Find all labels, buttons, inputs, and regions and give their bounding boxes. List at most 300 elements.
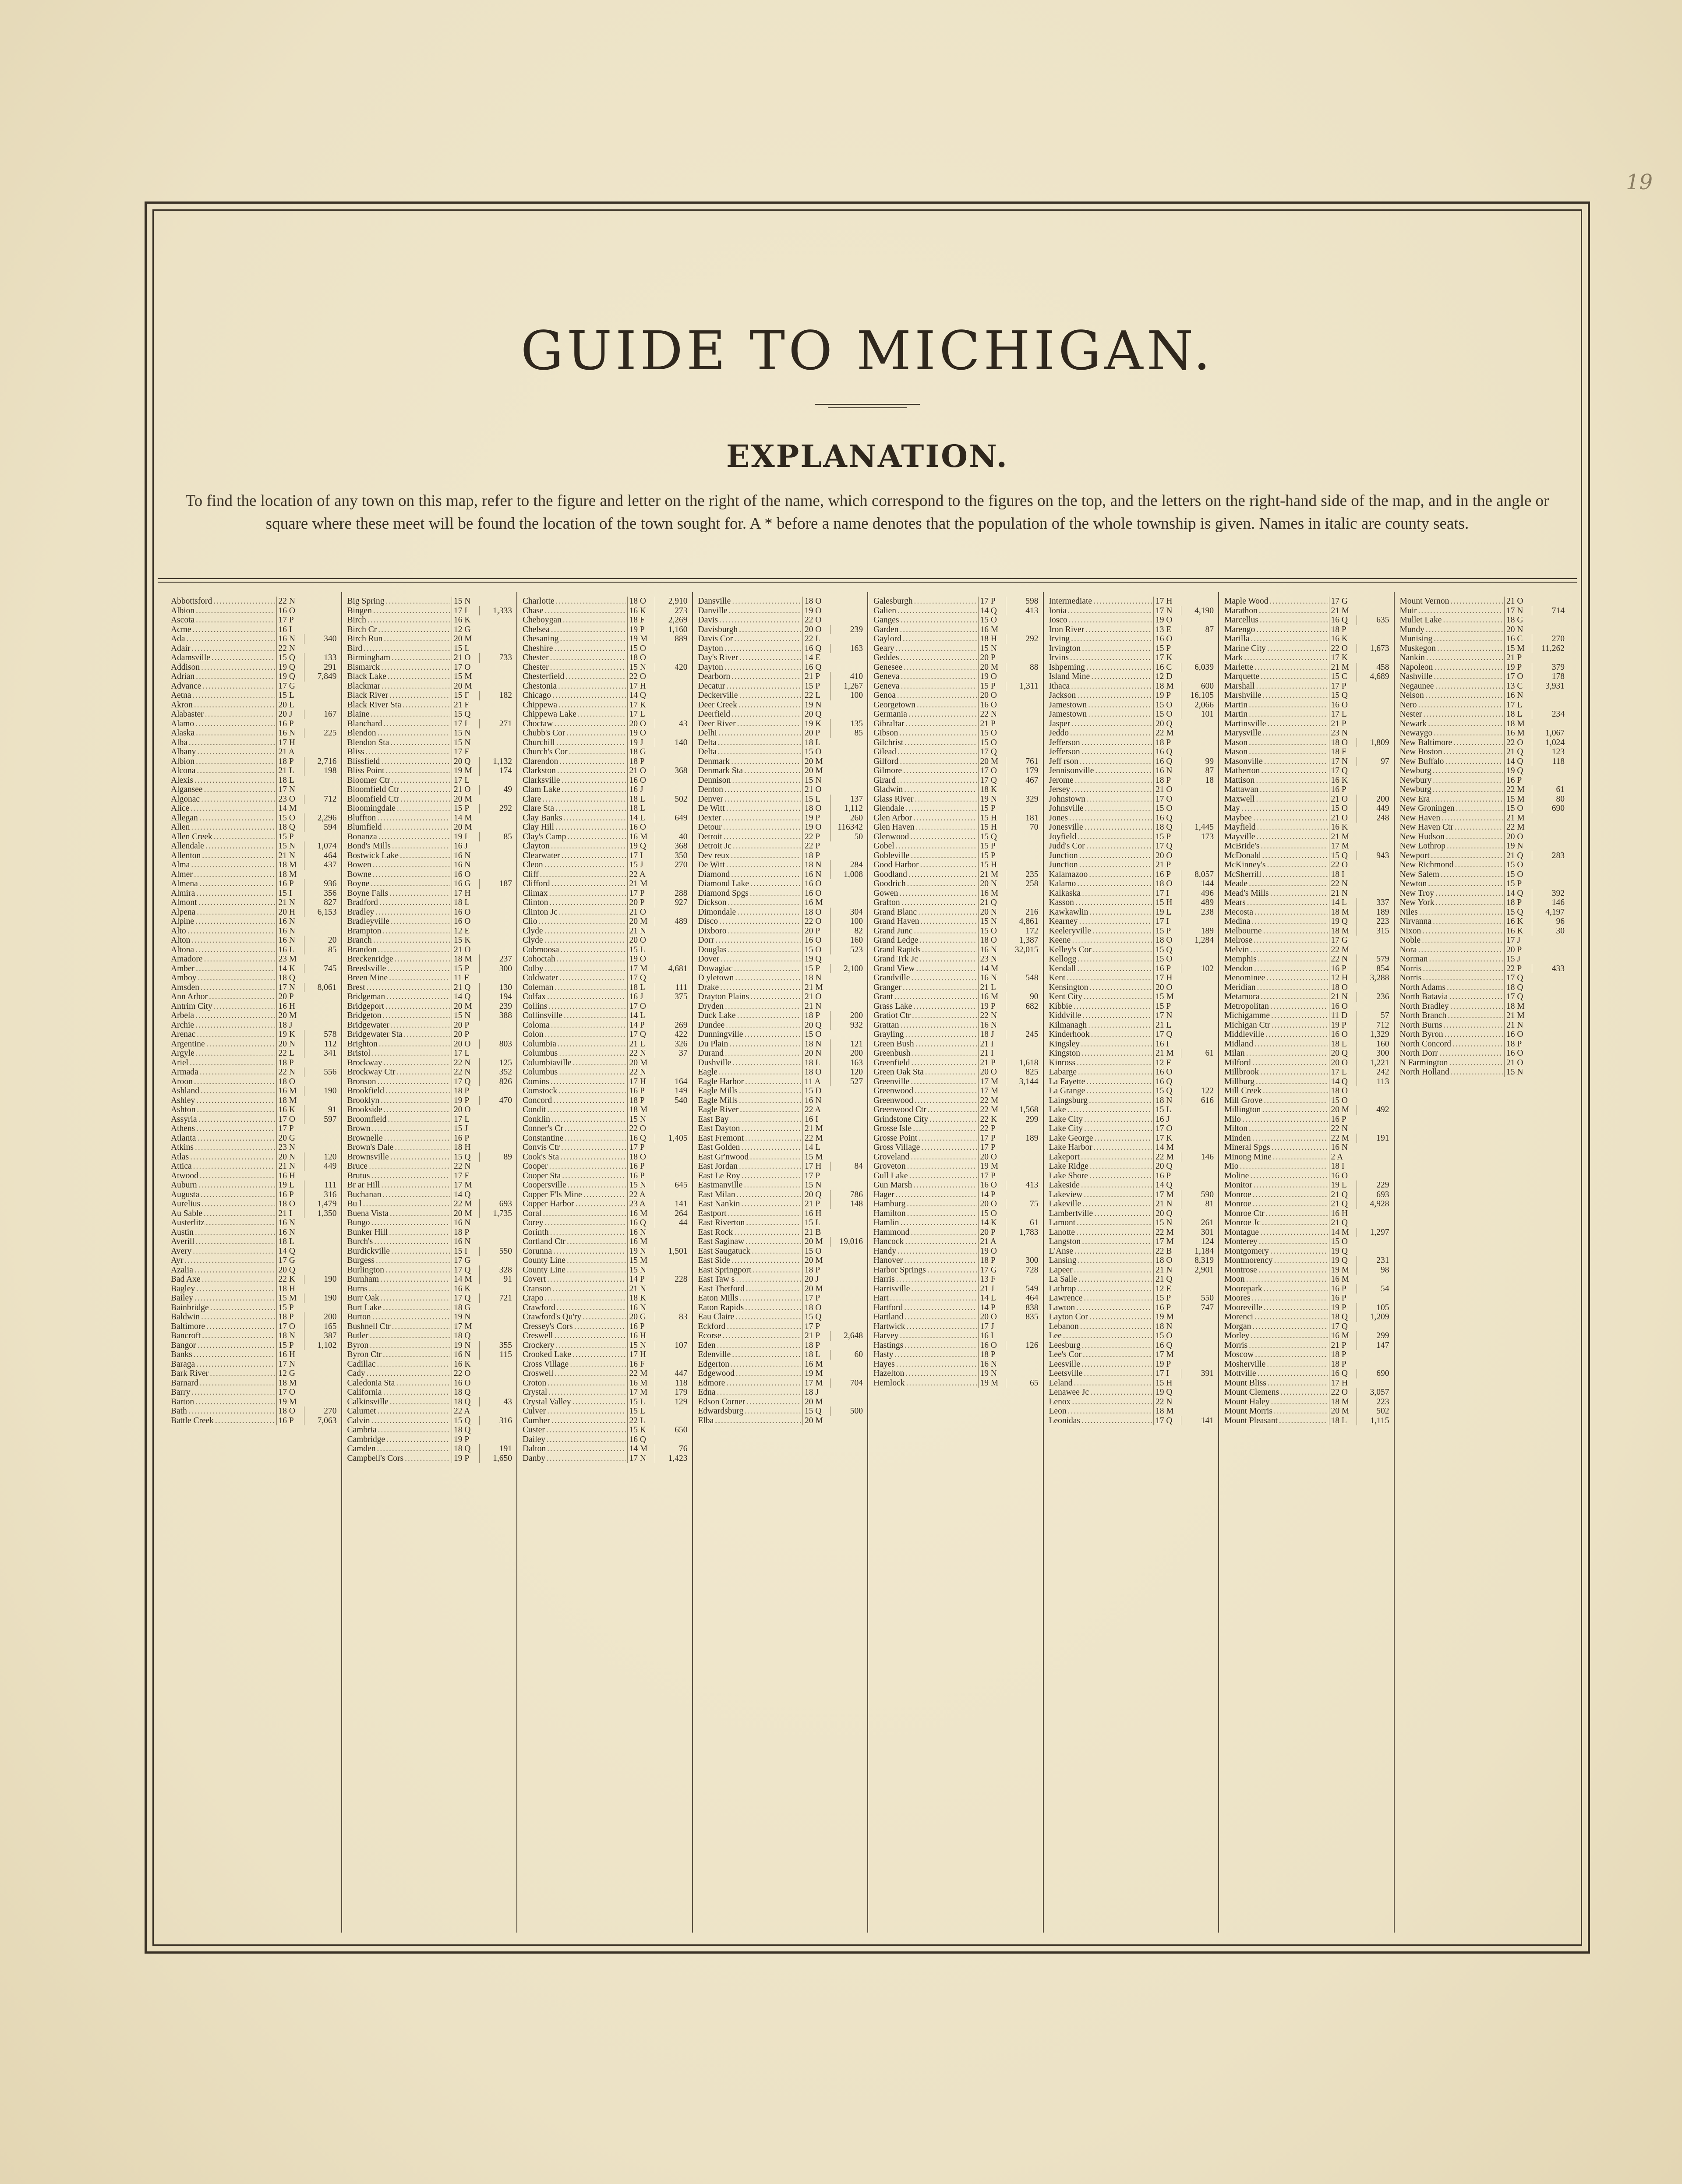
town-entry [698, 663, 863, 672]
grid-reference: 13 F [978, 1275, 1006, 1284]
leader-dots [372, 1124, 450, 1134]
town-entry [698, 625, 863, 635]
town-name: Alto [171, 926, 186, 936]
grid-reference: 20 M [802, 1284, 830, 1294]
town-entry [171, 804, 337, 813]
population: 148 [830, 1199, 863, 1209]
town-name: Groveton [873, 1162, 906, 1171]
town-entry [171, 1030, 337, 1039]
population: 182 [479, 691, 512, 700]
town-entry [1224, 615, 1389, 625]
town-entry [171, 1171, 337, 1181]
leader-dots [201, 1086, 275, 1096]
grid-reference: 18 P [978, 1256, 1006, 1265]
population: 1,112 [830, 804, 863, 813]
leader-dots [1267, 644, 1328, 654]
leader-dots [378, 945, 450, 955]
leader-dots [400, 795, 450, 804]
leader-dots [557, 954, 626, 964]
leader-dots [1081, 1360, 1152, 1369]
town-name: Denver [698, 794, 723, 804]
leader-dots [731, 1256, 801, 1265]
leader-dots [900, 1021, 976, 1030]
town-entry [698, 728, 863, 738]
grid-reference: 21 I [276, 1209, 304, 1219]
explanation-heading: EXPLANATION. [726, 438, 1008, 474]
population: 745 [304, 964, 337, 974]
grid-reference: 22 O [1329, 644, 1357, 654]
town-entry [873, 870, 1039, 880]
town-entry [873, 1096, 1039, 1106]
population: 49 [479, 785, 512, 795]
grid-reference: 21 Q [1329, 1190, 1357, 1200]
town-entry [1400, 719, 1565, 729]
grid-reference: 18 I [1329, 1162, 1357, 1171]
town-entry [1049, 1360, 1214, 1369]
leader-dots [1075, 776, 1152, 785]
town-name: Clay Banks [523, 813, 562, 823]
leader-dots [732, 597, 801, 606]
town-name: Leesville [1049, 1359, 1080, 1369]
grid-reference: 16 N [452, 1237, 479, 1247]
town-name: Day's River [698, 653, 739, 662]
leader-dots [1081, 747, 1152, 757]
grid-reference: 21 N [802, 1002, 830, 1011]
town-name: Detroit Jc [698, 841, 731, 851]
leader-dots [556, 738, 626, 748]
grid-reference: 21 P [802, 672, 830, 682]
town-name: Lambertville [1049, 1209, 1093, 1218]
town-name: Birch Cr [347, 625, 377, 634]
town-entry [698, 1021, 863, 1030]
population: 146 [1181, 1152, 1214, 1162]
leader-dots [1450, 1002, 1503, 1011]
town-entry [873, 1350, 1039, 1360]
population: 943 [1357, 851, 1389, 861]
town-name: Cheboygan [523, 615, 562, 625]
grid-reference: 16 J [452, 841, 479, 851]
population: 147 [1357, 1341, 1389, 1350]
town-name: D yletown [698, 973, 734, 982]
town-name: Coral [523, 1209, 542, 1218]
town-entry [523, 1444, 688, 1454]
grid-reference: 20 P [452, 1030, 479, 1039]
town-entry [1224, 1030, 1389, 1039]
grid-reference: 19 O [978, 672, 1006, 682]
town-name: Culver [523, 1407, 546, 1416]
leader-dots [746, 1284, 801, 1294]
grid-reference: 18 G [627, 747, 655, 757]
leader-dots [915, 795, 977, 804]
leader-dots [737, 908, 801, 917]
town-name: Denmark Sta [698, 766, 743, 775]
leader-dots [196, 1284, 275, 1294]
leader-dots [558, 682, 626, 691]
town-entry [523, 1067, 688, 1077]
grid-reference: 20 P [802, 926, 830, 936]
population: 261 [1181, 1218, 1214, 1228]
town-name: Atkins [171, 1143, 194, 1152]
grid-reference: 20 P [802, 728, 830, 738]
population: 123 [1532, 747, 1565, 757]
town-name: East Gr'nwood [698, 1152, 749, 1162]
grid-reference: 18 M [1153, 682, 1181, 691]
town-name: Grand Ledge [873, 936, 919, 945]
grid-reference: 17 Q [1329, 1322, 1357, 1332]
population: 118 [1532, 757, 1565, 767]
population: 392 [1532, 889, 1565, 898]
town-entry [1224, 1322, 1389, 1332]
leader-dots [1450, 597, 1503, 606]
grid-reference: 18 O [276, 1077, 304, 1087]
grid-reference: 20 Q [802, 1190, 830, 1200]
leader-dots [379, 898, 450, 908]
town-name: Alpine [171, 917, 194, 926]
town-entry [347, 1284, 512, 1294]
grid-reference: 19 Q [1329, 917, 1357, 926]
leader-dots [1257, 983, 1327, 993]
town-name: Corunna [523, 1246, 552, 1256]
leader-dots [898, 747, 977, 757]
leader-dots [1434, 634, 1503, 644]
leader-dots [201, 1312, 275, 1322]
grid-reference: 20 M [978, 663, 1006, 672]
leader-dots [395, 954, 450, 964]
grid-reference: 18 O [1329, 983, 1357, 993]
population: 7,063 [304, 1416, 337, 1426]
population: 292 [1006, 634, 1039, 644]
leader-dots [901, 682, 977, 691]
grid-reference: 15 N [802, 1180, 830, 1190]
leader-dots [1081, 1039, 1152, 1049]
town-name: Nora [1399, 945, 1417, 954]
population: 270 [655, 860, 688, 870]
town-name: County Line [523, 1265, 566, 1275]
grid-reference: 14 L [802, 1143, 830, 1152]
town-entry [698, 1350, 863, 1360]
town-name: Bloomingdale [347, 804, 396, 813]
town-name: Hartland [873, 1312, 904, 1322]
town-entry [1049, 795, 1214, 804]
town-entry [171, 926, 337, 936]
grid-reference: 16 N [802, 1096, 830, 1106]
grid-reference: 15 Q [1504, 908, 1532, 917]
town-name: Hemlock [873, 1378, 905, 1388]
leader-dots [1086, 1077, 1152, 1087]
grid-reference: 19 L [276, 1180, 304, 1190]
town-name: Brighton [347, 1039, 378, 1049]
population: 2,648 [830, 1331, 863, 1341]
town-name: East Golden [698, 1143, 740, 1152]
leader-dots [907, 1322, 977, 1332]
population: 99 [1181, 757, 1214, 767]
grid-reference: 16 O [978, 700, 1006, 710]
town-entry [347, 663, 512, 672]
leader-dots [1070, 728, 1152, 738]
town-entry [1224, 634, 1389, 644]
town-entry [1400, 785, 1565, 795]
grid-reference: 20 O [1153, 983, 1181, 993]
town-entry [1400, 1002, 1565, 1011]
town-name: Almer [171, 869, 193, 879]
grid-reference: 21 O [452, 653, 479, 663]
population: 2,100 [830, 964, 863, 974]
leader-dots [391, 1021, 450, 1030]
grid-reference: 18 P [1153, 776, 1181, 785]
town-entry [698, 597, 863, 606]
town-name: Antrim City [171, 1001, 212, 1011]
population: 57 [1357, 1011, 1389, 1021]
town-name: De Witt [698, 804, 725, 813]
population: 838 [1006, 1303, 1039, 1313]
grid-reference: 16 N [978, 1360, 1006, 1369]
grid-reference: 19 N [452, 1312, 479, 1322]
leader-dots [1445, 757, 1503, 767]
town-name: De Witt [698, 860, 725, 869]
town-entry [347, 795, 512, 804]
town-name: Davis Cor [698, 634, 733, 643]
grid-reference: 20 M [1329, 1105, 1357, 1115]
town-name: Dunningville [698, 1030, 743, 1039]
grid-reference: 16 N [802, 870, 830, 880]
leader-dots [543, 1209, 625, 1219]
grid-reference: 15 M [1153, 992, 1181, 1002]
town-entry [347, 1105, 512, 1115]
town-name: Dover [698, 954, 720, 964]
leader-dots [195, 1011, 275, 1021]
town-name: Bird [347, 643, 363, 653]
population: 269 [655, 1021, 688, 1030]
leader-dots [735, 973, 801, 983]
town-name: Black River Sta [347, 700, 401, 710]
town-entry [171, 1350, 337, 1360]
leader-dots [550, 653, 626, 663]
leader-dots [391, 917, 450, 926]
town-name: Custer [523, 1425, 545, 1435]
leader-dots [1081, 1180, 1152, 1190]
town-entry [1400, 1011, 1565, 1021]
town-entry [1400, 1049, 1565, 1058]
leader-dots [381, 1293, 450, 1303]
town-entry [523, 728, 688, 738]
town-name: Chippewa [523, 700, 558, 710]
leader-dots [910, 832, 976, 842]
leader-dots [1250, 1171, 1327, 1181]
grid-reference: 19 M [627, 634, 655, 644]
grid-reference: 16 Q [1153, 1077, 1181, 1087]
grid-reference: 22 M [1153, 1228, 1181, 1237]
town-entry [347, 954, 512, 964]
leader-dots [1086, 841, 1152, 851]
leader-dots [719, 1067, 801, 1077]
grid-reference: 20 M [802, 766, 830, 776]
town-entry [523, 1180, 688, 1190]
leader-dots [548, 1378, 625, 1388]
town-entry [347, 1322, 512, 1332]
town-entry [1049, 870, 1214, 880]
town-entry [171, 1124, 337, 1134]
leader-dots [1439, 1049, 1503, 1058]
town-entry [523, 1030, 688, 1039]
leader-dots [1449, 1058, 1503, 1068]
town-name: Jones [1049, 813, 1068, 823]
grid-reference: 17 K [1153, 1134, 1181, 1143]
leader-dots [1264, 1096, 1327, 1106]
population: 635 [1357, 615, 1389, 625]
town-entry [347, 644, 512, 654]
town-name: Greenwood [873, 1086, 913, 1096]
town-entry [1400, 954, 1565, 964]
leader-dots [1446, 832, 1503, 842]
leader-dots [200, 1378, 275, 1388]
leader-dots [1077, 691, 1152, 700]
town-entry [347, 597, 512, 606]
town-name: Deerfield [698, 710, 731, 719]
leader-dots [724, 663, 801, 672]
leader-dots [1082, 889, 1152, 898]
town-entry [523, 644, 688, 654]
town-name: Montrose [1224, 1265, 1257, 1275]
town-entry [873, 1265, 1039, 1275]
leader-dots [913, 1180, 976, 1190]
town-entry [171, 795, 337, 804]
population: 160 [830, 936, 863, 945]
town-entry [698, 832, 863, 842]
town-entry [523, 672, 688, 682]
town-entry [698, 1115, 863, 1124]
leader-dots [1269, 597, 1327, 606]
leader-dots [551, 879, 625, 889]
leader-dots [1072, 1397, 1152, 1407]
grid-reference: 16 P [1329, 1284, 1357, 1294]
leader-dots [566, 728, 625, 738]
grid-reference: 16 P [1153, 1303, 1181, 1313]
grid-reference: 15 O [1504, 860, 1532, 870]
town-entry [347, 1416, 512, 1426]
town-name: Marquette [1224, 672, 1260, 681]
town-entry [1400, 710, 1565, 719]
leader-dots [197, 747, 275, 757]
leader-dots [576, 1199, 626, 1209]
leader-dots [1431, 795, 1503, 804]
town-name: Lakeside [1049, 1180, 1080, 1190]
leader-dots [544, 936, 626, 945]
town-entry [347, 908, 512, 917]
town-entry [873, 1115, 1039, 1124]
leader-dots [561, 1143, 625, 1152]
population: 1,008 [830, 870, 863, 880]
grid-reference: 17 M [1329, 841, 1357, 851]
grid-reference: 15 M [627, 1256, 655, 1265]
population: 3,144 [1006, 1077, 1039, 1087]
town-entry [873, 1293, 1039, 1303]
population: 927 [655, 898, 688, 908]
town-entry [873, 1341, 1039, 1350]
town-entry [171, 1049, 337, 1058]
grid-reference: 15 P [452, 964, 479, 974]
town-entry [1224, 1190, 1389, 1200]
town-name: Mill Creek [1224, 1086, 1262, 1096]
town-name: Marengo [1224, 625, 1255, 634]
town-name: Edwardsburg [698, 1407, 744, 1416]
grid-reference: 21 O [452, 945, 479, 955]
grid-reference: 15 H [1153, 1378, 1181, 1388]
town-name: Morgan [1224, 1322, 1251, 1331]
grid-reference: 18 L [802, 1058, 830, 1068]
town-entry [171, 917, 337, 926]
grid-reference: 18 P [276, 757, 304, 767]
town-entry [1049, 625, 1214, 635]
town-name: Cressey's Cors [523, 1322, 573, 1331]
town-name: Montague [1224, 1227, 1259, 1237]
leader-dots [912, 1011, 976, 1021]
town-entry [347, 1067, 512, 1077]
town-entry [698, 936, 863, 945]
town-entry [523, 1247, 688, 1256]
grid-reference: 16 N [276, 926, 304, 936]
index-column [1218, 592, 1394, 1933]
leader-dots [1263, 926, 1328, 936]
town-name: Mount Vernon [1399, 597, 1449, 606]
leader-dots [1069, 615, 1152, 625]
grid-reference: 18 O [1153, 936, 1181, 945]
population: 368 [655, 841, 688, 851]
town-name: Black River [347, 691, 389, 700]
town-name: Hayes [873, 1359, 895, 1369]
town-entry [347, 1218, 512, 1228]
grid-reference: 19 Q [276, 663, 304, 672]
population: 173 [1181, 832, 1214, 842]
grid-reference: 15 N [627, 663, 655, 672]
leader-dots [1254, 1039, 1327, 1049]
town-name: Conner's Cr [523, 1124, 563, 1133]
grid-reference: 18 O [802, 804, 830, 813]
town-name: Dansville [698, 597, 731, 606]
leader-dots [400, 785, 450, 795]
grid-reference: 22 N [978, 1011, 1006, 1021]
grid-reference: 22 N [627, 1067, 655, 1077]
grid-reference: 17 L [452, 776, 479, 785]
town-entry [873, 1218, 1039, 1228]
leader-dots [1265, 1030, 1328, 1039]
town-name: Lanotte [1049, 1227, 1075, 1237]
leader-dots [740, 1105, 801, 1115]
town-name: Climax [523, 888, 548, 898]
town-entry [1049, 1134, 1214, 1143]
town-entry [1049, 945, 1214, 955]
grid-reference: 15 M [1504, 795, 1532, 804]
town-name: Azalia [171, 1265, 193, 1275]
population: 492 [1357, 1105, 1389, 1115]
town-entry [698, 973, 863, 983]
town-entry [873, 860, 1039, 870]
town-name: Corey [523, 1218, 544, 1227]
town-name: Eckford [698, 1322, 726, 1331]
town-name: Aroon [171, 1077, 193, 1086]
town-entry [171, 1416, 337, 1426]
town-entry [523, 889, 688, 898]
grid-reference: 15 P [1153, 644, 1181, 654]
town-entry [698, 1416, 863, 1426]
grid-reference: 20 Q [452, 757, 479, 767]
leader-dots [199, 813, 275, 823]
town-entry [873, 823, 1039, 832]
town-name: Greenfield [873, 1058, 910, 1067]
grid-reference: 14 M [978, 964, 1006, 974]
leader-dots [199, 879, 275, 889]
leader-dots [741, 1124, 801, 1134]
population: 270 [304, 1407, 337, 1416]
